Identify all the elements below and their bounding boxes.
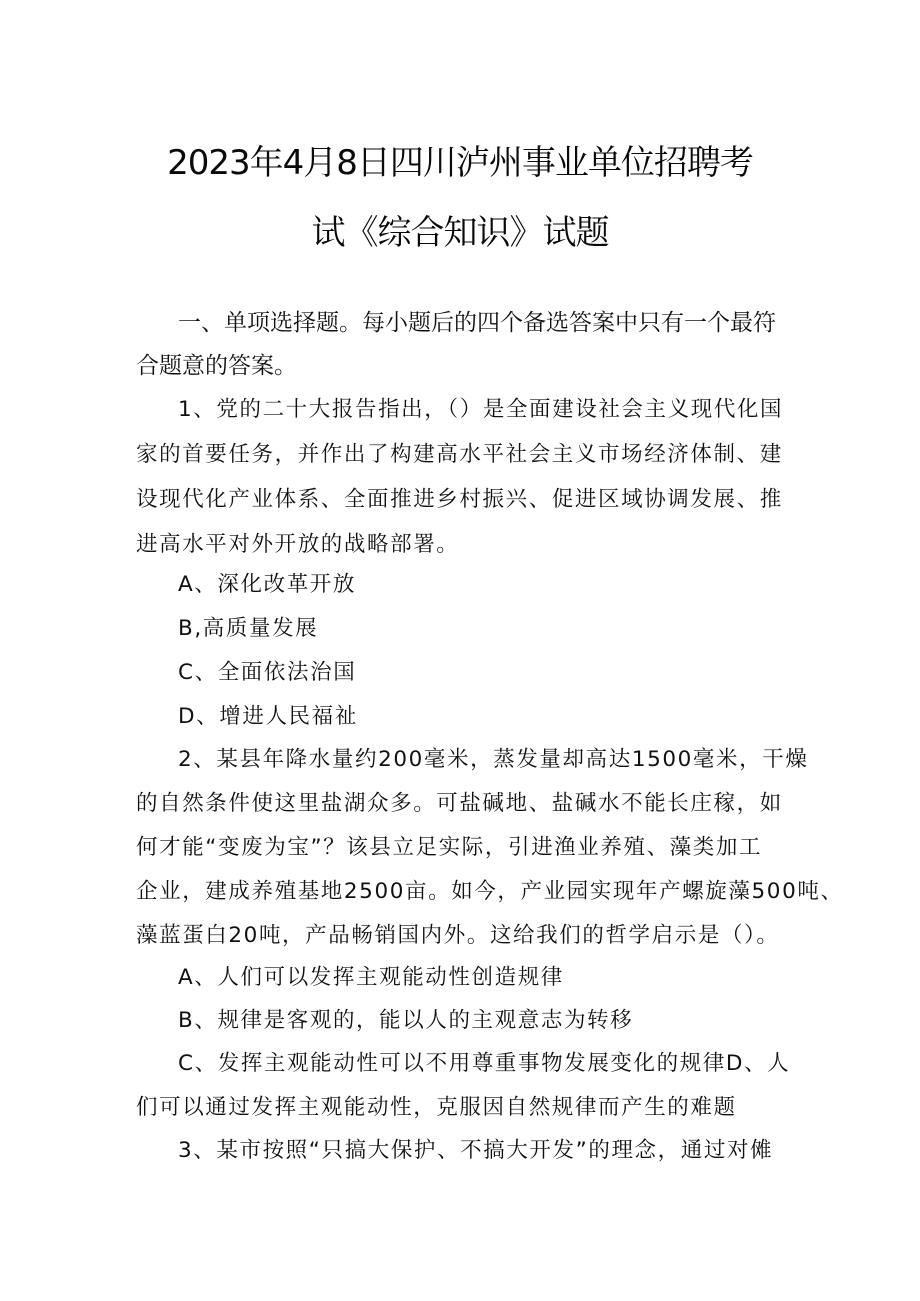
question-2-option-c: C、发挥主观能动性可以不用尊重事物发展变化的规律D、人	[178, 1051, 791, 1076]
question-2-line-4: 企业，建成养殖基地2500亩。如今，产业园实现年产螺旋藻500吨、	[136, 879, 844, 904]
question-2-line-2: 的自然条件使这里盐湖众多。可盐碱地、盐碱水不能长庄稼，如	[136, 791, 783, 816]
question-1-line-3: 设现代化产业体系、全面推进乡村振兴、促进区域协调发展、推	[136, 487, 783, 512]
document-title-line-2: 试《综合知识》试题	[311, 213, 609, 253]
question-2-line-1: 2、某县年降水量约200毫米，蒸发量却高达1500毫米，干燥	[178, 747, 809, 772]
question-1-option-c: C、全面依法治国	[178, 660, 357, 685]
question-1-line-1: 1、党的二十大报告指出，（）是全面建设社会主义现代化国	[178, 397, 784, 422]
document-title-line-1: 2023年4月8日四川泸州事业单位招聘考	[167, 143, 753, 183]
question-1-option-d: D、增进人民福祉	[178, 704, 358, 729]
question-2-line-3: 何才能“变废为宝”？该县立足实际，引进渔业养殖、藻类加工	[136, 835, 763, 860]
question-2-option-b: B、规律是客观的，能以人的主观意志为转移	[178, 1008, 634, 1033]
question-1-option-b: B,高质量发展	[178, 616, 319, 641]
question-2-line-5: 藻蓝蛋白20吨，产品畅销国内外。这给我们的哲学启示是（）。	[136, 923, 780, 948]
question-1-line-2: 家的首要任务，并作出了构建高水平社会主义市场经济体制、建	[136, 442, 783, 467]
section-heading-line-2: 合题意的答案。	[136, 353, 297, 379]
question-1-line-4: 进高水平对外开放的战略部署。	[136, 532, 460, 557]
question-3-line-1: 3、某市按照“只搞大保护、不搞大开发”的理念，通过对傩	[178, 1138, 774, 1163]
question-2-option-d: 们可以通过发挥主观能动性，克服因自然规律而产生的难题	[136, 1095, 737, 1120]
section-heading-line-1: 一、单项选择题。每小题后的四个备选答案中只有一个最符	[178, 310, 776, 336]
question-1-option-a: A、深化改革开放	[178, 572, 357, 597]
question-2-option-a: A、人们可以发挥主观能动性创造规律	[178, 965, 564, 990]
